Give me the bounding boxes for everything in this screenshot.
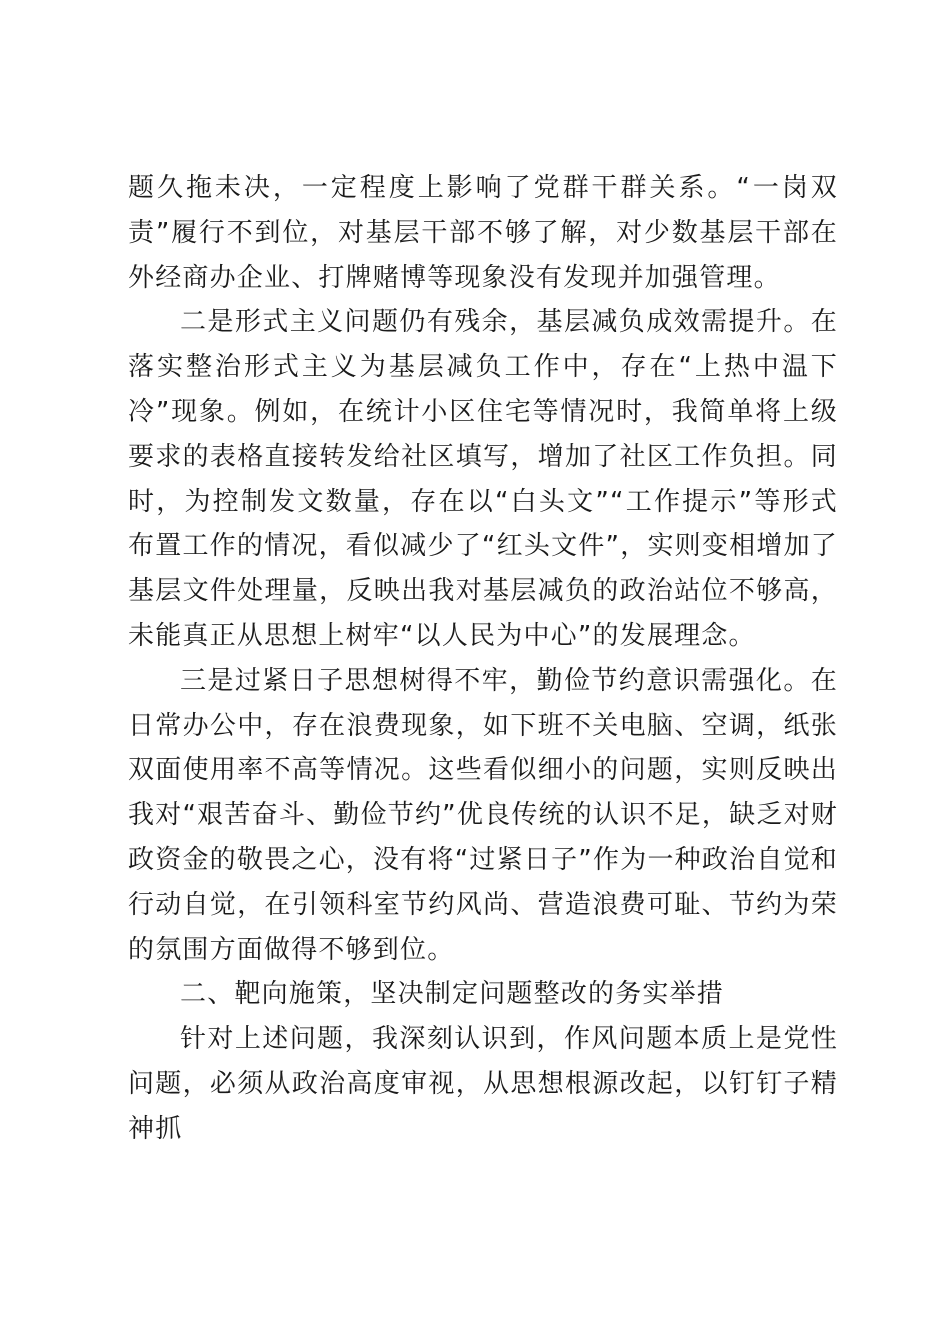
paragraph-continuation: 题久拖未决，一定程度上影响了党群干群关系。“一岗双责”履行不到位，对基层干部不够了解，对少数基层干部在外经商办企业、打牌赌博等现象没有发现并加强管理。 bbox=[128, 173, 838, 293]
section-heading: 二、靶向施策，坚决制定问题整改的务实举措 bbox=[180, 979, 725, 1010]
document-body bbox=[128, 166, 838, 1152]
paragraph-frugality-issue: 三是过紧日子思想树得不牢，勤俭节约意识需强化。在日常办公中，存在浪费现象，如下班不关电脑、空调，纸张双面使用率不高等情况。这些看似细小的问题，实则反映出我对“艰苦奋斗、勤俭节约”优良传统的认识不足，缺乏对财政资金的敬畏之心，没有将“过紧日子”作为一种政治自觉和行动自觉，在引领科室节约风尚、营造浪费可耻、节约为荣的氛围方面做得不够到位。 bbox=[128, 665, 838, 965]
paragraph-formalism-issue: 二是形式主义问题仍有残余，基层减负成效需提升。在落实整治形式主义为基层减负工作中，存在“上热中温下冷”现象。例如，在统计小区住宅等情况时，我简单将上级要求的表格直接转发给社区填写，增加了社区工作负担。同时，为控制发文数量，存在以“白头文”“工作提示”等形式布置工作的情况，看似减少了“红头文件”，实则变相增加了基层文件处理量，反映出我对基层减负的政治站位不够高，未能真正从思想上树牢“以人民为中心”的发展理念。 bbox=[128, 307, 838, 651]
paragraph-rectification-intro: 针对上述问题，我深刻认识到，作风问题本质上是党性问题，必须从政治高度审视，从思想根源改起，以钉钉子精神抓 bbox=[128, 1024, 838, 1144]
